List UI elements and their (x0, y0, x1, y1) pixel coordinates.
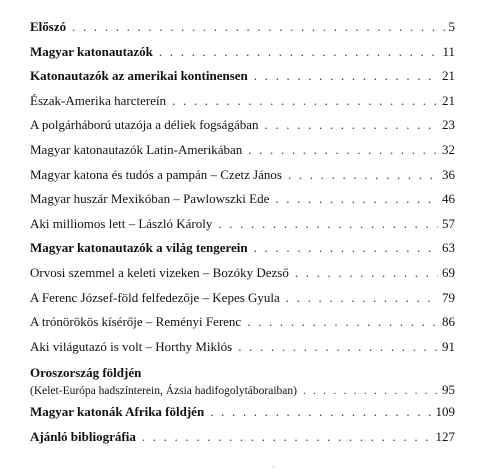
toc-entry (30, 340, 455, 365)
dot-leader (254, 241, 438, 254)
dot-leader (295, 266, 438, 279)
toc-entry-title: Aki világutazó is volt – Horthy Miklós (30, 338, 233, 354)
dot-leader (159, 45, 439, 58)
toc-entry-page: 21 (442, 92, 455, 108)
toc-entry-page: 95 (442, 382, 455, 398)
toc-entry-page: 21 (442, 68, 455, 84)
dot-leader (172, 94, 438, 107)
toc-entry (30, 291, 455, 316)
toc-entry-title: Orvosi szemmel a keleti vizeken – Bozóky Dezső (30, 264, 289, 280)
toc-entry-title: A polgárháború utazója a déliek fogságában (30, 117, 259, 133)
toc-entry (30, 430, 455, 455)
toc-entry-title: Magyar katonautazók Latin-Amerikában (30, 141, 243, 157)
dot-leader (275, 192, 438, 205)
dot-leader (254, 69, 438, 82)
toc-entry (30, 217, 455, 242)
toc-entry-title: A Ferenc József-föld felfedezője – Kepes Gyula (30, 289, 280, 305)
toc-entry-title: Katonautazók az amerikai kontinensen (30, 68, 248, 84)
dot-leader (286, 291, 438, 304)
toc-entry-title: Ajánló bibliográfia (30, 428, 136, 444)
toc-entry-title: Magyar katonák Afrika földjén (30, 404, 205, 420)
toc-entry-page: 23 (442, 117, 455, 133)
toc-entry-title: Aki milliomos lett – László Károly (30, 215, 213, 231)
toc-entry (30, 168, 455, 193)
toc-entry-page: 63 (442, 240, 455, 256)
dot-leader (72, 20, 444, 33)
toc-entry-title: Magyar katonautazók a világ tengerein (30, 240, 248, 256)
toc-entry-page: 5 (448, 19, 455, 34)
dot-leader (210, 405, 431, 418)
dot-leader (142, 430, 432, 443)
toc-entry-page: 127 (435, 428, 455, 444)
dot-leader (247, 315, 438, 328)
toc-entry-subtitle: (Kelet-Európa hadszínterein, Ázsia hadifogolytáboraiban) (30, 385, 297, 398)
toc-entry-title: Észak-Amerika harctereín (30, 92, 167, 108)
toc-entry-page: 36 (442, 166, 455, 182)
dot-leader (238, 340, 438, 353)
toc-entry-page: 91 (442, 338, 455, 354)
toc-entry-multiline (30, 366, 455, 402)
toc-entry-page: 86 (442, 314, 455, 330)
dot-leader (303, 386, 438, 398)
toc-entry (30, 94, 455, 119)
toc-entry (30, 241, 455, 266)
toc-entry-title: A trónörökös kísérője – Reményi Ferenc (30, 314, 242, 330)
toc-entry-title: Magyar katona és tudós a pampán – Czetz János (30, 166, 282, 182)
toc-entry (30, 143, 455, 168)
toc-entry (30, 45, 455, 70)
toc-entry (30, 266, 455, 291)
footer-mark: · (272, 463, 275, 472)
toc-entry-page: 79 (442, 289, 455, 305)
toc-entry-page: 57 (442, 215, 455, 231)
toc-entry (30, 315, 455, 340)
toc-entry-page: 46 (442, 191, 455, 207)
dot-leader (288, 168, 438, 181)
toc-entry (30, 20, 455, 45)
toc-entry (30, 405, 455, 430)
toc-entry-page: 11 (442, 43, 455, 59)
toc-entry-title: Magyar katonautazók (30, 43, 153, 59)
toc-entry-title: Oroszország földjén (30, 365, 142, 381)
toc-entry (30, 69, 455, 94)
dot-leader (218, 217, 438, 230)
toc-entry (30, 118, 455, 143)
toc-entry-page: 109 (435, 404, 455, 420)
dot-leader (248, 143, 438, 156)
table-of-contents (30, 20, 455, 455)
dot-leader (265, 118, 439, 131)
toc-entry-page: 69 (442, 264, 455, 280)
toc-entry-title: Előszó (30, 19, 67, 34)
toc-entry-title: Magyar huszár Mexikóban – Pawlowszki Ede (30, 191, 270, 207)
toc-entry (30, 192, 455, 217)
toc-entry-page: 32 (442, 141, 455, 157)
